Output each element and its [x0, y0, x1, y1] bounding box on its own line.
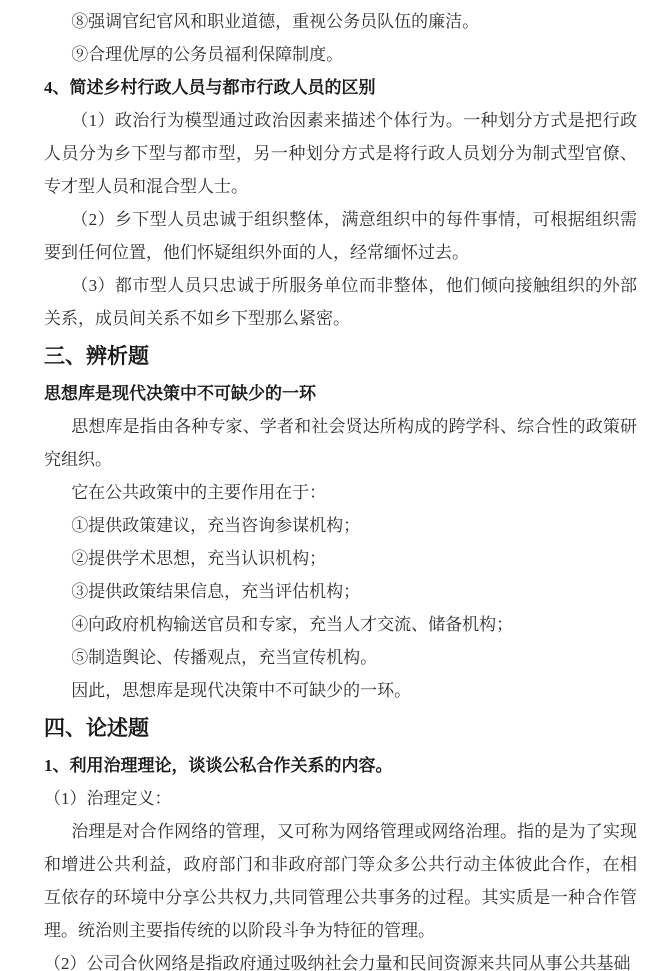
- section-heading-3: 三、辨析题: [44, 344, 149, 368]
- doc-paragraph-conclusion: 因此，思想库是现代决策中不可缺少的一环。: [71, 681, 412, 700]
- doc-paragraph-item-8: ⑧强调官纪官风和职业道德，重视公务员队伍的廉洁。: [71, 12, 480, 31]
- question-heading-4: 4、简述乡村行政人员与都市行政人员的区别: [44, 78, 376, 97]
- doc-paragraph-role-4: ④向政府机构输送官员和专家，充当人才交流、储备机构；: [71, 615, 514, 634]
- doc-paragraph-answer-2: （2）乡下型人员忠诚于组织整体，满意组织中的每件事情，可根据组织需要到任何位置，他们怀疑组织外面的人，经常缅怀过去。: [44, 210, 637, 262]
- doc-paragraph-answer-3: （3）都市型人员只忠诚于所服务单位而非整体，他们倾向接触组织的外部关系，成员间关系不如乡下型那么紧密。: [44, 276, 637, 328]
- doc-paragraph-item-9: ⑨合理优厚的公务员福利保障制度。: [71, 45, 344, 64]
- doc-paragraph-role-1: ①提供政策建议，充当咨询参谋机构；: [71, 516, 361, 535]
- doc-paragraph-role-2: ②提供学术思想，充当认识机构；: [71, 549, 327, 568]
- question-heading-thinktank: 思想库是现代决策中不可缺少的一环: [44, 384, 316, 403]
- doc-paragraph-definition: 思想库是指由各种专家、学者和社会贤达所构成的跨学科、综合性的政策研究组织。: [44, 417, 637, 469]
- doc-paragraph-gov-def-label: （1）治理定义：: [44, 789, 172, 808]
- doc-paragraph-answer-1: （1）政治行为模型通过政治因素来描述个体行为。一种划分方式是把行政人员分为乡下型与都市型，另一种划分方式是将行政人员划分为制式型官僚、专才型人员和混合型人士。: [44, 111, 637, 196]
- section-heading-4: 四、论述题: [44, 716, 149, 740]
- doc-paragraph-partnership: （2）公司合伙网络是指政府通过吸纳社会力量和民间资源来共同从事公共基础: [44, 954, 631, 971]
- doc-paragraph-role-3: ③提供政策结果信息，充当评估机构；: [71, 582, 361, 601]
- doc-paragraph-role-5: ⑤制造舆论、传播观点，充当宣传机构。: [71, 648, 378, 667]
- doc-paragraph-gov-def-body: 治理是对合作网络的管理，又可称为网络管理或网络治理。指的是为了实现和增进公共利益，政府部门和非政府部门等众多公共行动主体彼此合作，在相互依存的环境中分享公共权力,共同管理公共事务的过程。其实质是一种合作管理。统治则主要指传统的以阶段斗争为特征的管理。: [44, 822, 637, 940]
- question-heading-governance: 1、利用治理理论，谈谈公私合作关系的内容。: [44, 756, 393, 775]
- doc-paragraph-roles-intro: 它在公共政策中的主要作用在于：: [71, 483, 327, 502]
